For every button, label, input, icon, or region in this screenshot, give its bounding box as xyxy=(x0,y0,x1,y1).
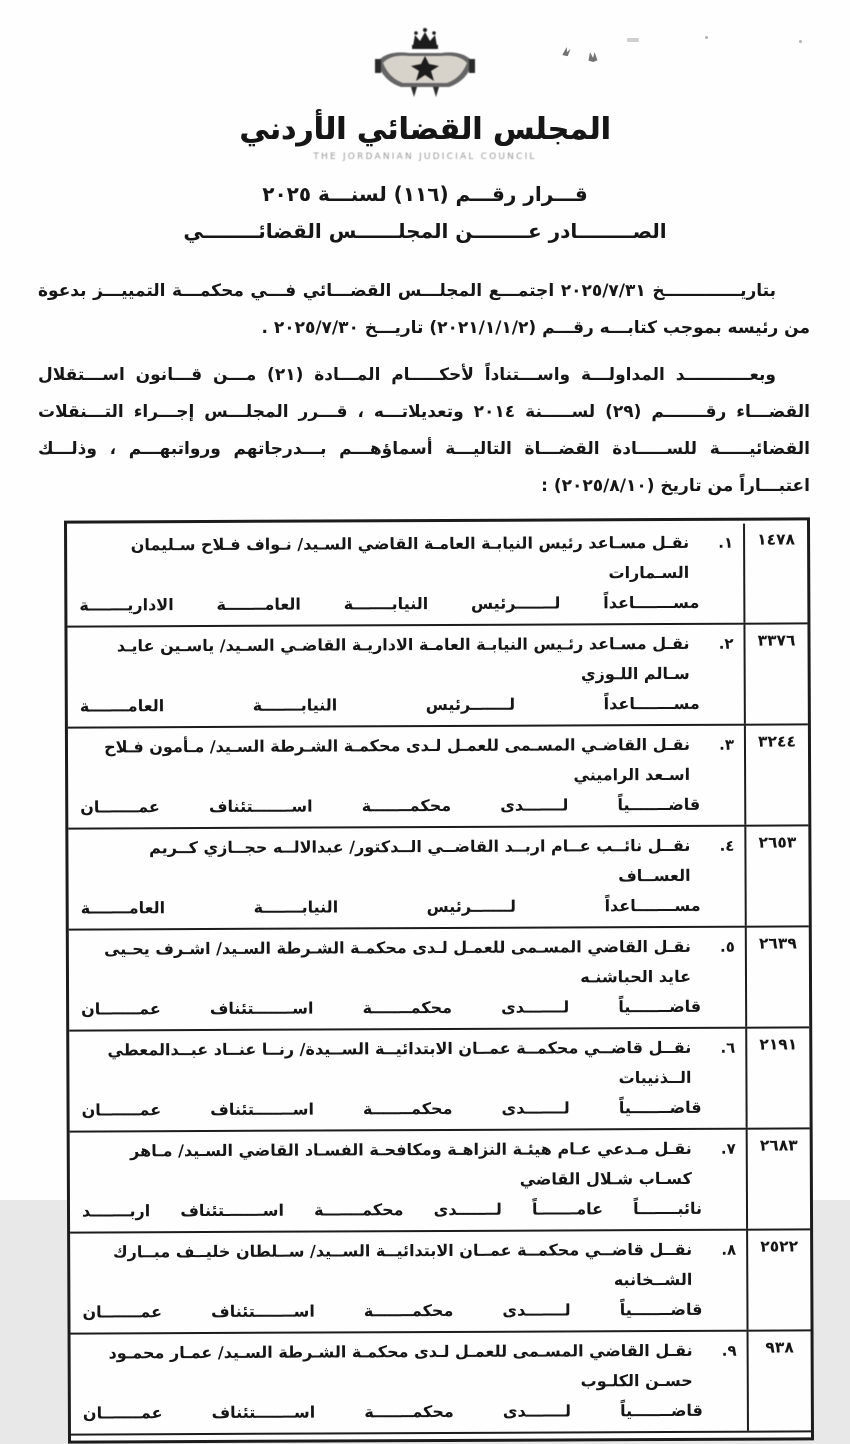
row-number: ٥. xyxy=(719,937,735,956)
transfer-to-text: قاضـــــــياً لـــــــدى محكمـــــــة اســـــــتئناف عمـــــــان xyxy=(81,1097,702,1120)
transfer-from-text: نقـل مسـاعد رئيس النيابـة العامـة القاضي السـيد/ نـواف فـلاح سـليمان السـمارات xyxy=(130,532,690,583)
row-number: ٣. xyxy=(719,735,735,754)
transfer-from-text: نقـل القاضي المسـمى للعمـل لـدى محكمـة الشـرطة السـيد/ اشـرف يحـيى عايد الحباشنـه xyxy=(104,936,692,987)
royal-crown-eagle-emblem-icon xyxy=(359,26,491,112)
transfer-cell xyxy=(68,827,744,929)
transfer-to-text: قاضـــــــياً لـــــــدى محكمـــــــة اســـــــتئناف عمـــــــان xyxy=(82,1299,703,1322)
transfer-from-text: نقـل مسـاعد رئـيس النيابـة العامـة الاداريـة القاضـي السـيد/ ياسـين عايـد سـالم اللـوزي xyxy=(116,633,690,684)
row-number: ٤. xyxy=(719,836,735,855)
table-row xyxy=(70,1129,810,1233)
transfer-to-text: مســـــــاعداً لـــــــرئيس النيابـــــــة العامـــــــة xyxy=(79,693,700,716)
transfer-cell xyxy=(70,1231,746,1333)
row-number: ٨. xyxy=(721,1240,737,1259)
row-number: ٩. xyxy=(721,1341,737,1360)
decision-title: قـــرار رقـــم (١١٦) لسنـــة ٢٠٢٥ xyxy=(262,182,588,206)
row-number: ٧. xyxy=(720,1139,736,1158)
transfer-to-text: مســـــــاعداً لـــــــرئيس النيابـــــــة العامـــــــة الاداريـــــــة xyxy=(79,592,700,615)
transfer-cell xyxy=(71,1332,747,1434)
transfer-from-text: نقـل القاضـي المسـمى للعمـل لـدى محكمـة الشـرطة السـيد/ مـأمون فـلاح اسـعد الراميني xyxy=(104,734,691,785)
transfer-cell xyxy=(67,524,743,626)
table-row xyxy=(68,826,808,930)
table-row xyxy=(69,927,809,1031)
row-number: ٢. xyxy=(718,634,734,653)
reference-number: ٢٦٣٩ xyxy=(745,927,809,1026)
transfer-cell xyxy=(67,625,743,727)
table-row xyxy=(68,725,808,829)
transfer-to-text: قاضـــــــياً لـــــــدى محكمـــــــة اســـــــتئناف عمـــــــان xyxy=(81,996,702,1019)
header xyxy=(0,0,850,162)
table-row xyxy=(69,1028,809,1132)
transfer-from-text: نقـل مـدعي عـام هيئـة النزاهـة ومكافحـة الفسـاد القاضي السـيد/ مـاهر كسـاب شـلال القاضي xyxy=(130,1138,692,1189)
row-number: ١. xyxy=(718,533,734,552)
paragraph-decision: وبعـــــــــــد المداولـــة واســـتناداً لأحكـــــام المـــادة (٢١) مـــن قـــانون اســـتقلال القضـــاء رقـــــــم (٢٩) لســـــنة ٢٠١٤ وتعديلاتـــه ، قـــرر المجلـــس إجـــراء التـــنقلات القضائيـــــة للســـــادة القضـــاة التاليـــة أسماؤهـــم بـــدرجاتهم ورواتبهـــم ، وذلـــك اعتبـــاراً من تاريخ (٢٠٢٥/٨/١٠) : xyxy=(38,365,811,496)
table-row xyxy=(71,1331,811,1435)
row-number: ٦. xyxy=(720,1038,736,1057)
reference-number: ١٤٧٨ xyxy=(743,523,807,622)
transfer-to-text: نائبـــــــاً عامـــــــاً لـــــــدى محكمـــــــة اســـــــتئناف اربـــــــد xyxy=(81,1198,703,1221)
transfer-cell xyxy=(69,928,745,1030)
transfers-table xyxy=(64,517,814,1443)
transfer-from-text: نقــل قاضــي محكمــة عمــان الابتدائيــة الســيدة/ رنــا عنــاد عبــدالمعطي الــذنيبات xyxy=(107,1037,692,1088)
transfer-from-text: نقــل نائــب عــام اربــد القاضــي الــدكتور/ عبدالالــه حجــازي كــريم العســاف xyxy=(149,835,691,886)
table-row xyxy=(70,1230,810,1334)
transfer-from-text: نقــل قاضــي محكمــة عمــان الابتدائيــة الســيد/ ســلطان خليــف مبــارك الشــخانبه xyxy=(112,1239,693,1290)
transfer-to-text: قاضـــــــياً لـــــــدى محكمـــــــة اســـــــتئناف عمـــــــان xyxy=(82,1400,703,1423)
transfer-cell xyxy=(70,1130,746,1232)
transfer-from-text: نقـل القاضي المسـمى للعمـل لـدى محكمـة الشـرطة السـيد/ عمـار محمـود حسـن الكلـوب xyxy=(108,1340,693,1391)
transfer-cell xyxy=(68,726,744,828)
reference-number: ٩٣٨ xyxy=(747,1331,811,1430)
reference-number: ٢٥٢٢ xyxy=(746,1230,810,1329)
decision-subtitle: الصــــــــادر عــــــــن المجلــــــس القضائــــــــي xyxy=(183,219,667,243)
reference-number: ٢١٩١ xyxy=(745,1028,809,1127)
transfer-cell xyxy=(69,1029,745,1131)
reference-number: ٣٣٧٦ xyxy=(743,624,807,723)
reference-number: ٢٦٥٣ xyxy=(744,826,808,925)
table-row xyxy=(67,624,807,728)
council-name-english: THE JORDANIAN JUDICIAL COUNCIL xyxy=(313,152,537,162)
transfer-to-text: قاضـــــــياً لـــــــدى محكمـــــــة اســـــــتئناف عمـــــــان xyxy=(80,794,701,817)
reference-number: ٢٦٨٣ xyxy=(746,1129,810,1228)
council-name-arabic: المجلس القضائي الأردني xyxy=(239,112,611,147)
transfer-to-text: مســـــــاعداً لـــــــرئيس النيابـــــــة العامـــــــة xyxy=(80,895,701,918)
reference-number: ٣٢٤٤ xyxy=(744,725,808,824)
table-row xyxy=(67,523,807,627)
paragraph-meeting: بتاريـــــــــــــخ ٢٠٢٥/٧/٣١ اجتمـــع المجلـــس القضـــائي فـــي محكمـــة التمييـــز بدعوة من رئيسه بموجب كتابـــه رقـــم (٢٠٢١/١/١/٢) تاريـــخ ٢٠٢٥/٧/٣٠ . xyxy=(38,281,810,338)
